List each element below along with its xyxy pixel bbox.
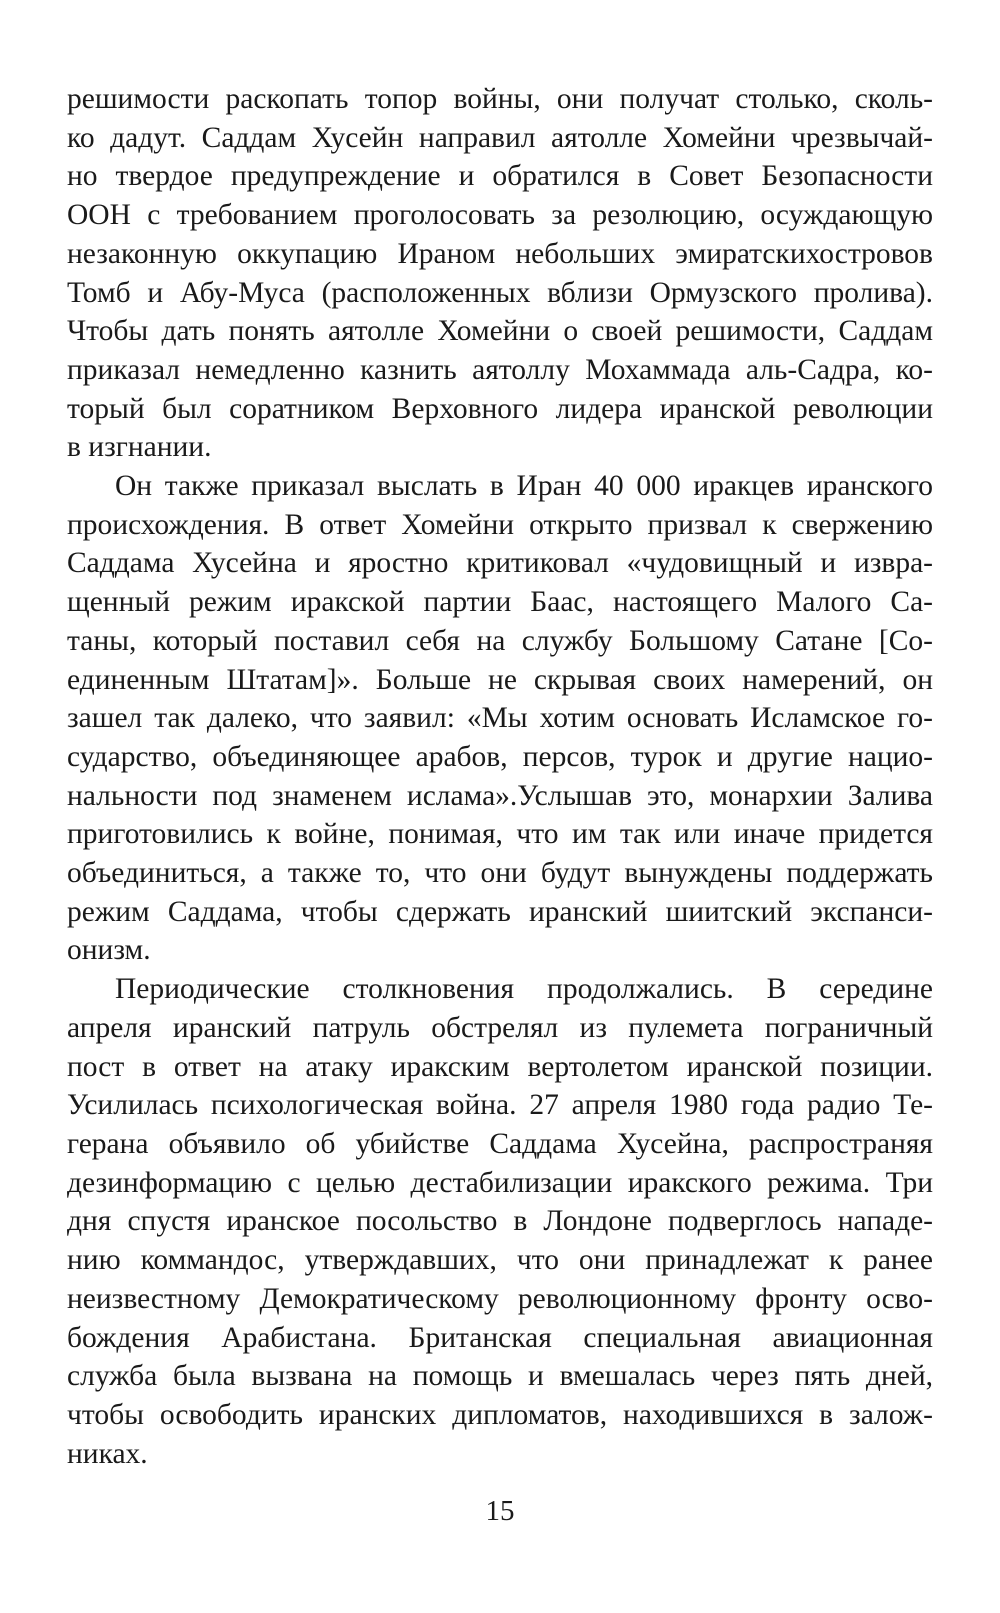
text-line: дня спустя иранское посольство в Лондоне подверглось нападе- [67,1205,933,1238]
text-line: дезинформацию с целью дестабилизации иракского режима. Три [67,1166,933,1199]
text-line: в изгнании. [67,431,212,464]
text-line: ООН с требованием проголосовать за резолюцию, осуждающую [67,199,933,232]
text-line: нальности под знаменем ислама».Услышав это, монархии Залива [67,779,933,812]
text-line: сударство, объединяющее арабов, персов, турок и другие нацио- [67,740,933,773]
text-line: Периодические столкновения продолжались. В середине [115,973,933,1006]
text-line: герана объявило об убийстве Саддама Хусейна, распространяя [67,1127,933,1160]
text-line: таны, который поставил себя на службу Большому Сатане [Со- [67,624,933,657]
text-line: приготовились к войне, понимая, что им так или иначе придется [67,818,933,851]
text-line: зашел так далеко, что заявил: «Мы хотим основать Исламское го- [67,702,933,735]
text-line: неизвестному Демократическому революционному фронту осво- [67,1282,933,1315]
text-line: Чтобы дать понять аятолле Хомейни о своей решимости, Саддам [67,315,933,348]
paragraph [67,970,933,1473]
text-line: апреля иранский патруль обстрелял из пулемета пограничный [67,1011,933,1044]
text-line: чтобы освободить иранских дипломатов, находившихся в залож- [67,1398,933,1431]
text-line: Усилилась психологическая война. 27 апреля 1980 года радио Те- [67,1089,933,1122]
text-line: единенным Штатам]». Больше не скрывая своих намерений, он [67,663,933,696]
text-line: бождения Арабистана. Британская специальная авиационная [67,1321,933,1354]
text-line: происхождения. В ответ Хомейни открыто призвал к свержению [67,508,933,541]
text-line: пост в ответ на атаку иракским вертолетом иранской позиции. [67,1050,933,1083]
text-line: служба была вызвана на помощь и вмешалась через пять дней, [67,1360,933,1393]
text-line: никах. [67,1437,148,1470]
text-line: ко дадут. Саддам Хусейн направил аятолле Хомейни чрезвычай- [67,121,933,154]
text-line: решимости раскопать топор войны, они получат столько, сколь- [67,83,933,115]
paragraph [67,80,933,467]
text-line: Он также приказал выслать в Иран 40 000 иракцев иранского [115,470,933,503]
page-number: 15 [485,1495,515,1527]
text-line: режим Саддама, чтобы сдержать иранский шиитский экспанси- [67,895,933,928]
paragraph [67,467,933,970]
text-line: щенный режим иракской партии Баас, настоящего Малого Са- [67,586,933,619]
body-text [67,80,933,1473]
text-line: Саддама Хусейна и яростно критиковал «чудовищный и извра- [67,547,933,580]
text-line: онизм. [67,934,151,967]
text-line: нию коммандос, утверждавших, что они принадлежат к ранее [67,1244,933,1277]
text-line: но твердое предупреждение и обратился в Совет Безопасности [67,160,933,193]
text-line: объединиться, а также то, что они будут вынуждены поддержать [67,857,933,890]
text-line: Томб и Абу-Муса (расположенных вблизи Ормузского пролива). [67,276,933,309]
text-line: приказал немедленно казнить аятоллу Мохаммада аль-Садра, ко- [67,353,933,386]
text-line: незаконную оккупацию Ираном небольших эмиратскихостровов [67,237,933,270]
text-line: торый был соратником Верховного лидера иранской революции [67,392,933,425]
